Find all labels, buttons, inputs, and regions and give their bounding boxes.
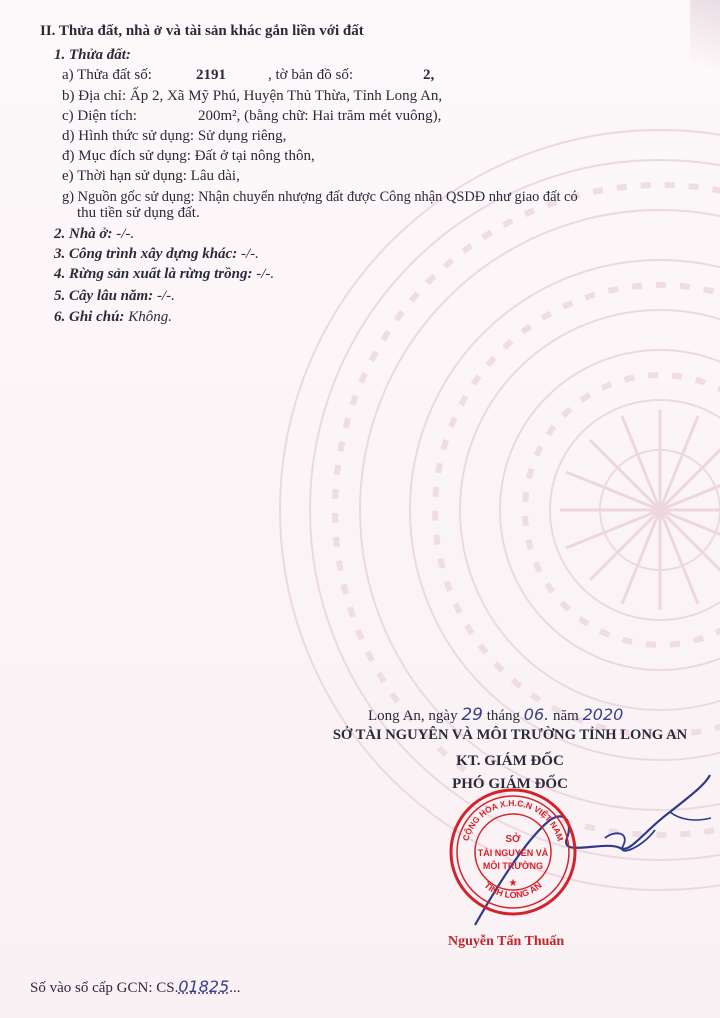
issue-month: 06. <box>523 705 550 724</box>
perennial-tree-label: 5. Cây lâu năm: <box>54 288 154 304</box>
deputy-director-title: PHÓ GIÁM ĐỐC <box>452 776 568 792</box>
note-item <box>54 308 172 326</box>
svg-text:CỘNG HÒA X.H.C.N VIỆT NAM: CỘNG HÒA X.H.C.N VIỆT NAM <box>460 797 566 843</box>
official-seal <box>447 786 579 918</box>
year-label: năm <box>553 708 579 724</box>
origin-line-2: thu tiền sử dụng đất. <box>77 205 200 221</box>
other-construction-label: 3. Công trình xây dựng khác: <box>54 246 238 262</box>
usage-term-line: e) Thời hạn sử dụng: Lâu dài, <box>62 168 240 184</box>
issue-year: 2020 <box>582 705 624 724</box>
forest-value: -/-. <box>256 266 275 282</box>
perennial-tree-item <box>54 287 175 305</box>
seal-graphic <box>447 786 579 918</box>
svg-text:SỞ: SỞ <box>505 834 521 845</box>
on-behalf-of-director: KT. GIÁM ĐỐC <box>456 753 564 769</box>
land-heading: 1. Thửa đất: <box>54 47 131 63</box>
issue-place: Long An, ngày <box>368 708 458 724</box>
issue-day: 29 <box>461 705 483 725</box>
map-sheet-value: 2, <box>423 67 435 83</box>
parcel-number-label: a) Thửa đất số: <box>62 67 152 83</box>
address-line: b) Địa chỉ: Ấp 2, Xã Mỹ Phú, Huyện Thủ Thừa, Tỉnh Long An, <box>62 88 443 104</box>
house-value: -/-. <box>116 226 135 242</box>
other-construction-value: -/-. <box>240 246 259 262</box>
signer-name: Nguyễn Tấn Thuấn <box>448 934 565 949</box>
note-value: Không. <box>128 309 172 325</box>
forest-label: 4. Rừng sản xuất là rừng trồng: <box>54 266 253 282</box>
parcel-number-value: 2191 <box>196 67 226 83</box>
house-label: 2. Nhà ở: <box>54 226 113 242</box>
registration-number: 01825 <box>178 977 230 996</box>
area-label: c) Diện tích: <box>62 108 137 124</box>
svg-text:TÀI NGUYÊN VÀ: TÀI NGUYÊN VÀ <box>477 848 549 858</box>
forest-item <box>54 265 274 283</box>
house-item <box>54 225 134 243</box>
svg-text:TỈNH LONG AN: TỈNH LONG AN <box>482 880 544 901</box>
page-fold-shadow <box>690 0 720 80</box>
other-construction-item <box>54 245 259 263</box>
area-value: 200m², (bằng chữ: Hai trăm mét vuông), <box>198 108 442 124</box>
section-title: II. Thửa đất, nhà ở và tài sản khác gắn liền với đất <box>40 23 364 39</box>
usage-purpose-line: đ) Mục đích sử dụng: Đất ở tại nông thôn, <box>62 148 315 164</box>
registration-number-line <box>30 978 241 997</box>
map-sheet-label: , tờ bản đồ số: <box>268 67 354 83</box>
usage-form-line: d) Hình thức sử dụng: Sử dụng riêng, <box>62 128 287 144</box>
issue-date-line <box>368 706 623 725</box>
registration-label: Số vào sổ cấp GCN: CS. <box>30 980 179 996</box>
registration-dots: ... <box>229 980 241 996</box>
origin-line-1: g) Nguồn gốc sử dụng: Nhận chuyển nhượng đất được Công nhận QSDĐ như giao đất có <box>62 189 578 205</box>
note-label: 6. Ghi chú: <box>54 309 125 325</box>
perennial-tree-value: -/-. <box>156 288 175 304</box>
month-label: tháng <box>486 708 521 724</box>
svg-text:★: ★ <box>508 878 518 889</box>
issuing-organization: SỞ TÀI NGUYÊN VÀ MÔI TRƯỜNG TỈNH LONG AN <box>332 727 688 743</box>
svg-text:MÔI TRƯỜNG: MÔI TRƯỜNG <box>482 861 544 871</box>
